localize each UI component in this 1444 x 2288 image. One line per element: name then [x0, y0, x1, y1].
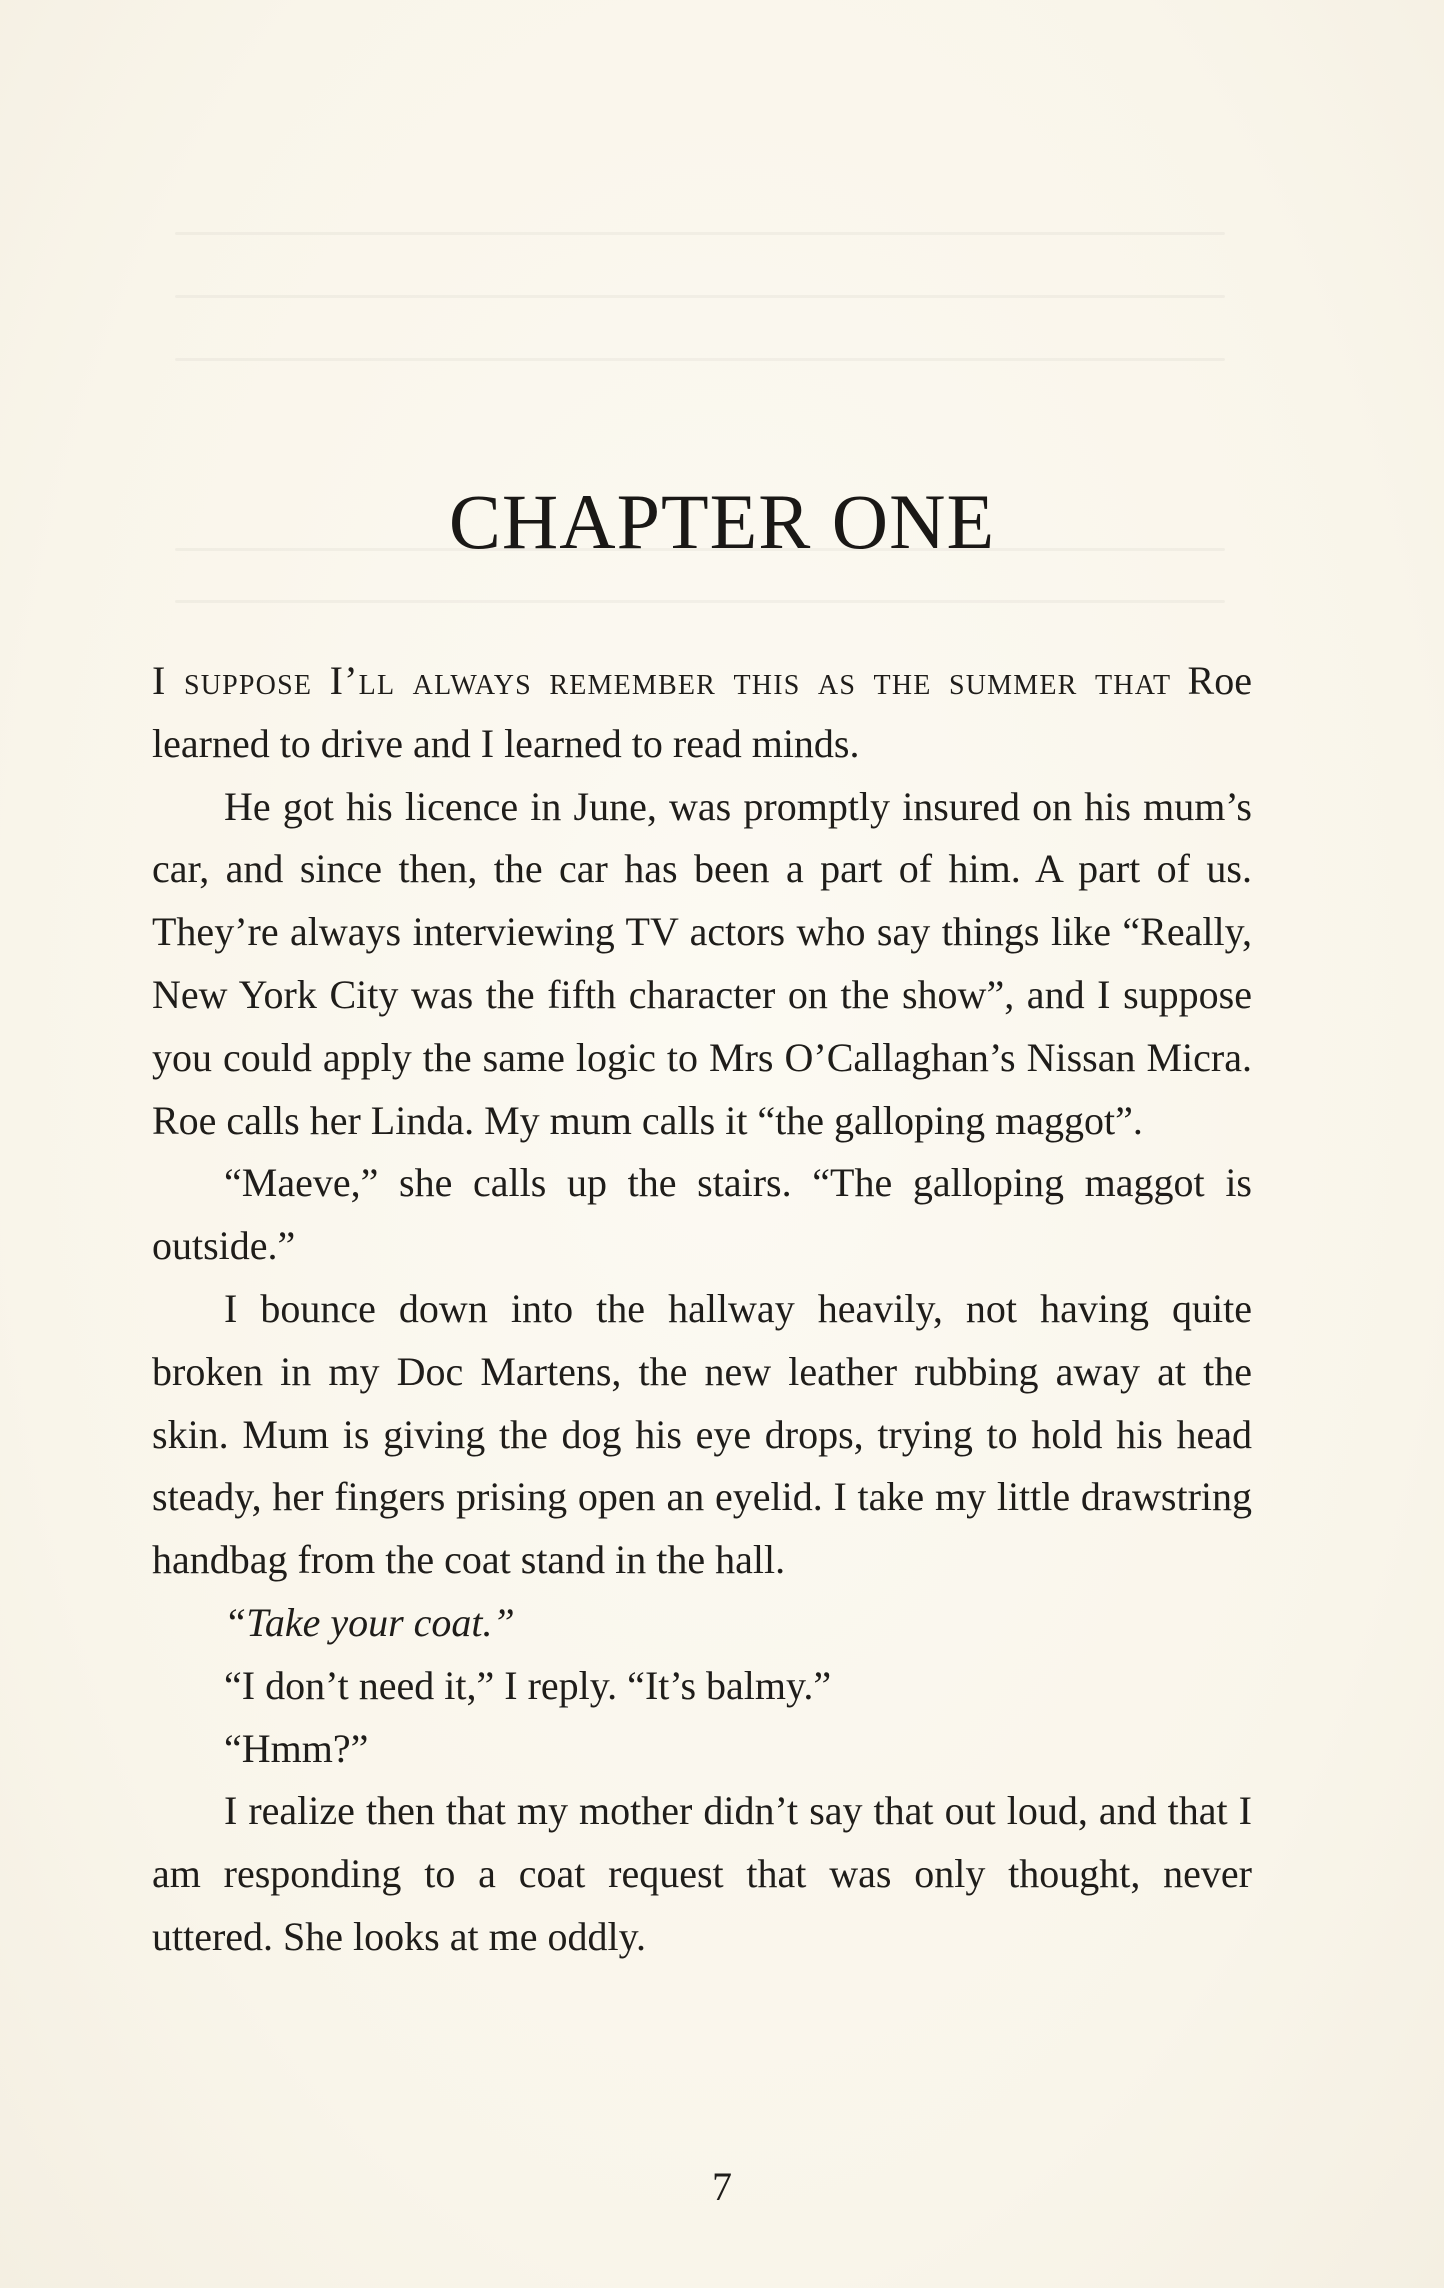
paragraph-7: “Hmm?” [224, 1725, 369, 1771]
italic-thought: “Take your coat.” [224, 1599, 515, 1645]
paragraph-2: He got his licence in June, was promptly insured on his mum’s car, and since then, the car has been a part of him. A part of us. They’re always interviewing TV actors who say things like “Really, New York City was the fifth character on the show”, and I suppose you could apply the same logic to Mrs O’Callaghan’s Nissan Micra. Roe calls her Linda. My mum calls it “the galloping maggot”. [152, 783, 1252, 1143]
show-through-line [175, 600, 1225, 603]
paragraph-4: I bounce down into the hallway heavily, not having quite broken in my Doc Martens, the new leather rubbing away at the skin. Mum is giving the dog his eye drops, trying to hold his head steady, her fingers prising open an eyelid. I take my little drawstring handbag from the coat stand in the hall. [152, 1285, 1252, 1583]
paragraph-8: I realize then that my mother didn’t say that out loud, and that I am responding to a coat request that was only thought, never uttered. She looks at me oddly. [152, 1788, 1252, 1959]
body-text [152, 650, 1252, 1969]
paragraph-6: “I don’t need it,” I reply. “It’s balmy.” [224, 1662, 832, 1708]
page-number: 7 [712, 2164, 732, 2209]
small-caps-lead: I suppose I’ll always remember this as the summer that [152, 658, 1172, 703]
paragraph-text: Roe learned to drive and I learned to read minds. [152, 658, 1252, 766]
show-through-line [175, 232, 1225, 235]
paragraph-3: “Maeve,” she calls up the stairs. “The galloping maggot is outside.” [152, 1160, 1252, 1269]
show-through-line [175, 358, 1225, 361]
chapter-title: CHAPTER ONE [448, 478, 996, 566]
paragraph-1 [152, 650, 1252, 776]
show-through-line [175, 295, 1225, 298]
paragraph-5 [152, 1592, 1252, 1655]
